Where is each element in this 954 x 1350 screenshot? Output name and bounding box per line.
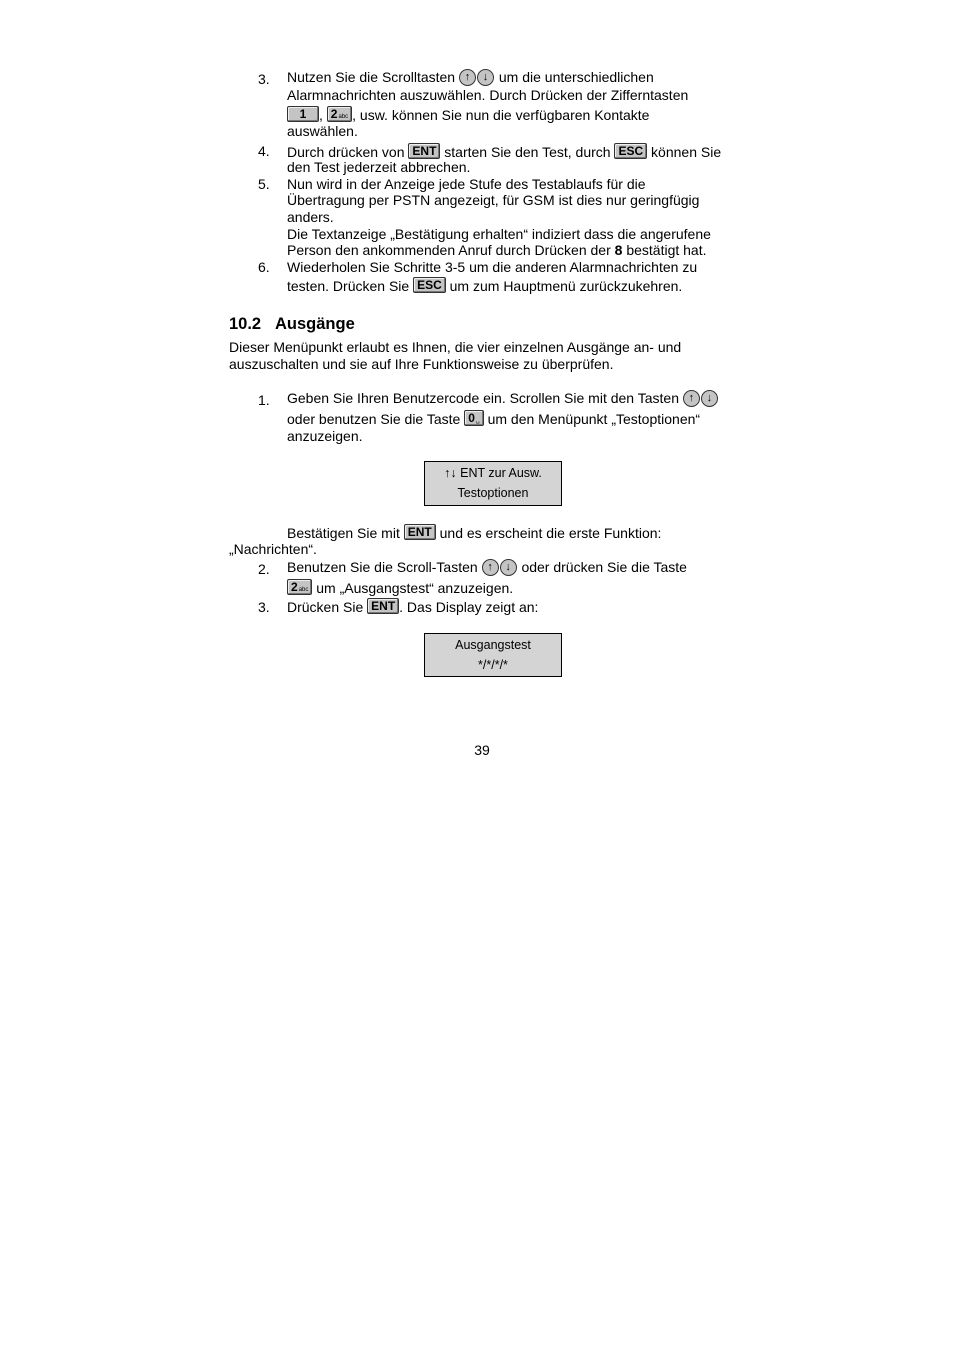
text-run: oder benutzen Sie die Taste [287, 411, 465, 427]
lcd-display [424, 633, 562, 677]
list-item-text [287, 277, 682, 295]
key-2-icon: 2abc [327, 106, 352, 122]
list-item-text: anzuzeigen. [287, 428, 363, 444]
list-item-text: Alarmnachrichten auszuwählen. Durch Drücken der Zifferntasten [287, 87, 689, 103]
body-text: „Nachrichten“. [229, 541, 317, 557]
arrow-up-icon: ↑ [683, 390, 700, 407]
lcd-line: ↑↓ ENT zur Ausw. [444, 466, 542, 480]
text-run: starten Sie den Test, durch [440, 144, 615, 160]
list-item-text: den Test jederzeit abbrechen. [287, 159, 471, 175]
intro-text: auszuschalten und sie auf Ihre Funktionsweise zu überprüfen. [229, 356, 614, 372]
arrow-up-icon: ↑ [459, 69, 476, 86]
list-item-text [287, 67, 654, 86]
text-run: Bestätigen Sie mit [287, 525, 404, 541]
text-run: Benutzen Sie die Scroll-Tasten [287, 559, 482, 575]
list-number: 3. [258, 599, 270, 615]
text-run: Durch drücken von [287, 144, 409, 160]
list-number: 1. [258, 392, 270, 408]
lcd-line: */*/*/* [478, 658, 508, 672]
arrow-up-icon: ↑ [482, 559, 499, 576]
lcd-line: Ausgangstest [455, 638, 531, 652]
arrow-down-icon: ↓ [477, 69, 494, 86]
scroll-keys-icon [683, 388, 719, 407]
bold-key-number: 8 [614, 242, 623, 258]
lcd-line: Testoptionen [457, 486, 529, 500]
list-number: 6. [258, 259, 270, 275]
list-number: 5. [258, 176, 270, 192]
ent-key-icon: ENT [408, 143, 440, 159]
text-run: um den Menüpunkt „Testoptionen“ [483, 411, 701, 427]
scroll-keys-icon [482, 557, 518, 576]
scroll-keys-icon [459, 67, 495, 86]
list-item-text: Übertragung per PSTN angezeigt, für GSM ist dies nur geringfügig [287, 192, 700, 208]
list-item-text [287, 242, 707, 259]
text-run: testen. Drücken Sie [287, 278, 414, 294]
page-number: 39 [474, 742, 490, 758]
list-item-text [287, 410, 700, 428]
list-item-text: Nun wird in der Anzeige jede Stufe des Testablaufs für die [287, 176, 646, 192]
text-run: und es erscheint die erste Funktion: [435, 525, 662, 541]
list-item-text: auswählen. [287, 123, 358, 139]
text-run: , usw. können Sie nun die verfügbaren Kontakte [352, 107, 650, 123]
key-1-icon: 1 [287, 106, 319, 122]
text-run: Drücken Sie [287, 599, 368, 615]
esc-key-icon: ESC [614, 143, 647, 159]
list-item-text: anders. [287, 209, 334, 225]
ent-key-icon: ENT [404, 524, 436, 540]
text-run: Geben Sie Ihren Benutzercode ein. Scrollen Sie mit den Tasten [287, 390, 679, 406]
list-number: 4. [258, 143, 270, 159]
text-run: oder drücken Sie die Taste [517, 559, 687, 575]
list-item-text: Wiederholen Sie Schritte 3-5 um die anderen Alarmnachrichten zu [287, 259, 698, 275]
list-item-text [287, 598, 538, 616]
section-title: Ausgänge [275, 315, 355, 333]
text-run: . Das Display zeigt an: [399, 599, 539, 615]
section-number: 10.2 [229, 315, 262, 333]
text-run: um zum Hauptmenü zurückzukehren. [445, 278, 683, 294]
text-run: um „Ausgangstest“ anzuzeigen. [312, 580, 514, 596]
intro-text: Dieser Menüpunkt erlaubt es Ihnen, die vier einzelnen Ausgänge an- und [229, 339, 682, 355]
arrow-down-icon: ↓ [500, 559, 517, 576]
esc-key-icon: ESC [413, 277, 446, 293]
list-number: 2. [258, 561, 270, 577]
list-item-text [287, 557, 687, 576]
arrow-down-icon: ↓ [701, 390, 718, 407]
list-item-text: 1 , 2abc , usw. können Sie nun die verfügbaren Kontakte [287, 106, 649, 124]
list-item-text [287, 579, 513, 597]
ent-key-icon: ENT [367, 598, 399, 614]
text-run: Person den ankommenden Anruf durch Drücken der [287, 242, 615, 258]
section-heading [229, 314, 355, 334]
body-text [287, 524, 661, 542]
list-item-text [287, 388, 719, 407]
list-number: 3. [258, 71, 270, 87]
text-run: um die unterschiedlichen [498, 69, 654, 85]
lcd-display [424, 461, 562, 506]
text-run: bestätigt hat. [622, 242, 707, 258]
key-0-icon: 0␣ [464, 410, 484, 426]
key-2-icon: 2abc [287, 579, 312, 595]
text-run: Nutzen Sie die Scrolltasten [287, 69, 459, 85]
list-item-text: Die Textanzeige „Bestätigung erhalten“ indiziert dass die angerufene [287, 226, 711, 242]
text-run: können Sie [647, 144, 722, 160]
